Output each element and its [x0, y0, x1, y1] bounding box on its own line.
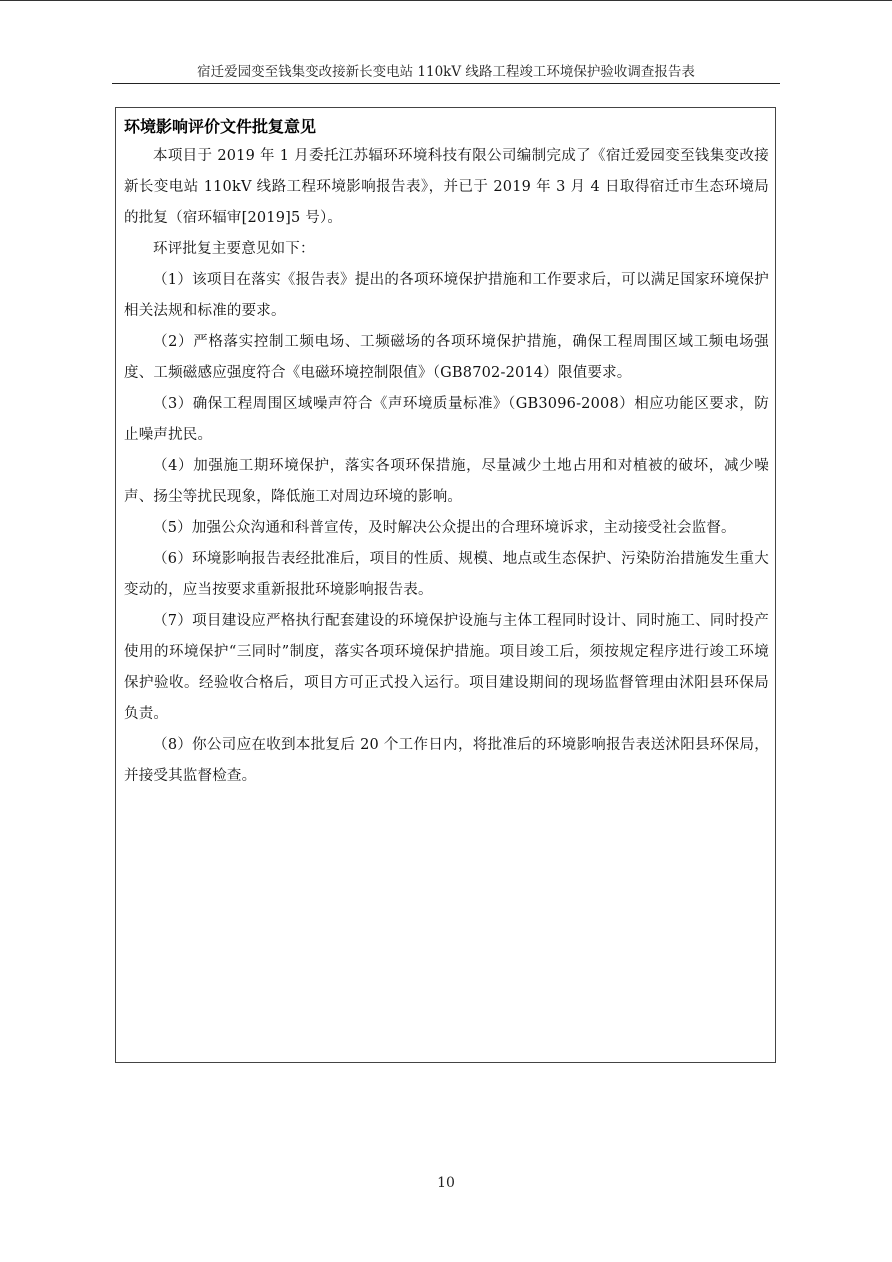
- page-number: 10: [437, 1175, 455, 1191]
- opinion-item-5: （5）加强公众沟通和科普宣传，及时解决公众提出的合理环境诉求，主动接受社会监督。: [153, 520, 736, 536]
- page-top-border: [0, 0, 892, 1]
- summary-lead: 环评批复主要意见如下：: [153, 241, 315, 257]
- opinion-item-1: （1）该项目在落实《报告表》提出的各项环境保护措施和工作要求后，可以满足国家环境保护相关法规和标准的要求。: [124, 272, 769, 319]
- opinion-item-4: （4）加强施工期环境保护，落实各项环保措施，尽量减少土地占用和对植被的破坏，减少噪声、扬尘等扰民现象，降低施工对周边环境的影响。: [124, 458, 769, 505]
- opinion-item-6: （6）环境影响报告表经批准后，项目的性质、规模、地点或生态保护、污染防治措施发生重大变动的，应当按要求重新报批环境影响报告表。: [124, 551, 769, 598]
- opinion-item-8: （8）你公司应在收到本批复后 20 个工作日内，将批准后的环境影响报告表送沭阳县环保局，并接受其监督检查。: [124, 737, 769, 784]
- running-header: 宿迁爱园变至钱集变改接新长变电站 110kV 线路工程竣工环境保护验收调查报告表: [197, 64, 695, 80]
- header-rule: [112, 83, 780, 84]
- intro-paragraph: 本项目于 2019 年 1 月委托江苏辐环环境科技有限公司编制完成了《宿迁爱园变至钱集变改接新长变电站 110kV 线路工程环境影响报告表》，并已于 2019 年 3 月 4 日取得宿迁市生态环境局的批复（宿环辐审[2019]5 号）。: [124, 148, 769, 226]
- opinion-item-2: （2）严格落实控制工频电场、工频磁场的各项环境保护措施，确保工程周围区域工频电场强度、工频磁感应强度符合《电磁环境控制限值》（GB8702-2014）限值要求。: [124, 334, 769, 381]
- opinion-item-3: （3）确保工程周围区域噪声符合《声环境质量标准》（GB3096-2008）相应功能区要求，防止噪声扰民。: [124, 396, 769, 443]
- section-heading: 环境影响评价文件批复意见: [124, 117, 317, 136]
- approval-opinion-box: [115, 107, 776, 1063]
- opinion-item-7: （7）项目建设应严格执行配套建设的环境保护设施与主体工程同时设计、同时施工、同时投产使用的环境保护“三同时”制度，落实各项环境保护措施。项目竣工后，须按规定程序进行竣工环境保护验收。经验收合格后，项目方可正式投入运行。项目建设期间的现场监督管理由沭阳县环保局负责。: [124, 613, 769, 722]
